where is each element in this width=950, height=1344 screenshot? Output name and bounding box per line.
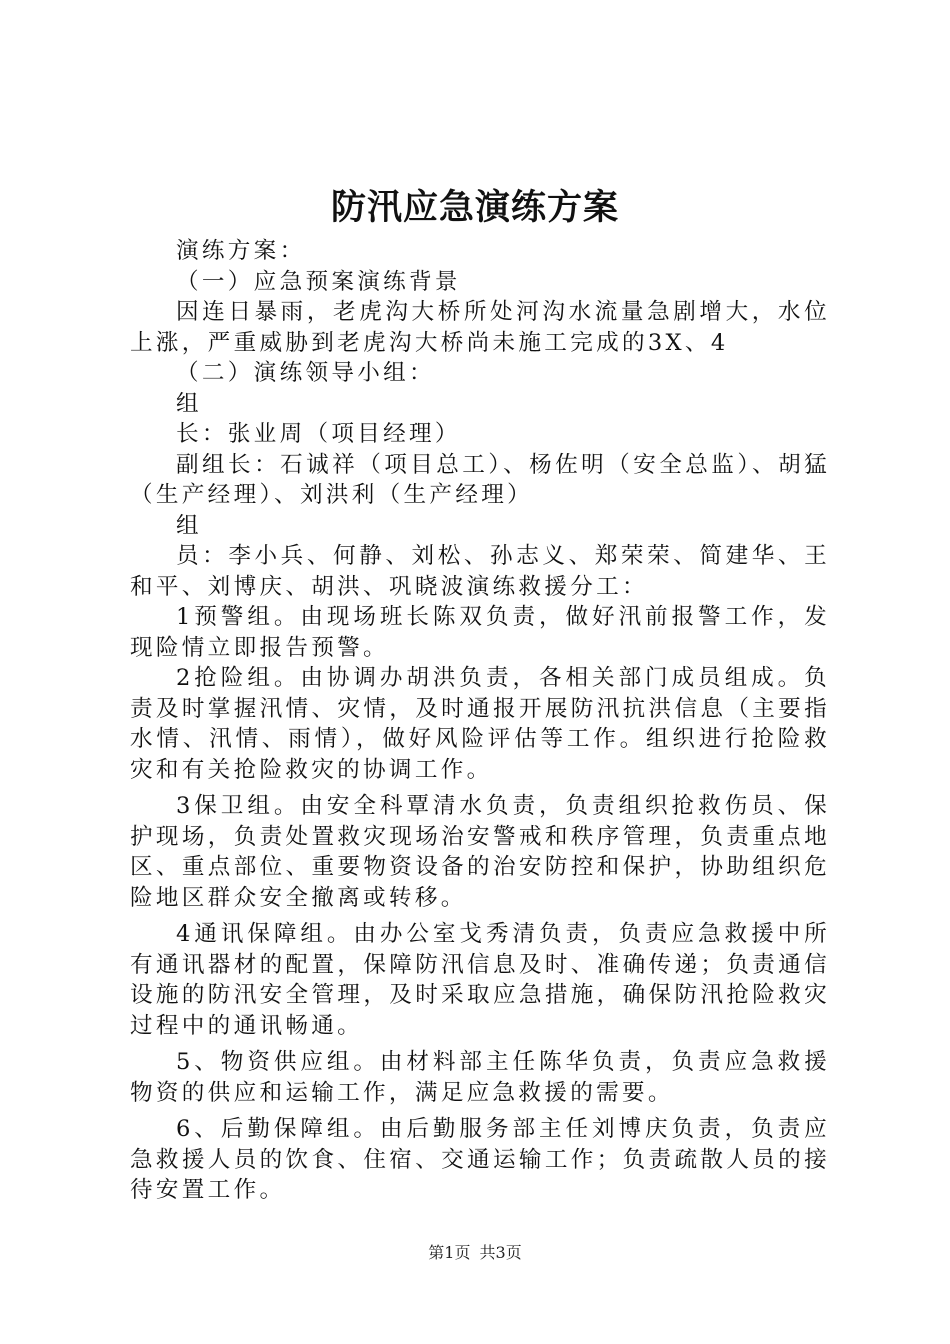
paragraph-logistics-group: 6、后勤保障组。由后勤服务部主任刘博庆负责，负责应急救援人员的饮食、住宿、交通运输工作；负责疏散人员的接待安置工作。 [130,1116,830,1203]
paragraph-warning-group: 1预警组。由现场班长陈双负责，做好汛前报警工作，发现险情立即报告预警。 [130,604,830,661]
paragraph-supply-group: 5、物资供应组。由材料部主任陈华负责，负责应急救援物资的供应和运输工作，满足应急救援的需要。 [130,1049,830,1106]
paragraph-section-1-heading: （一）应急预案演练背景 [176,268,461,295]
page-total: 共3页 [479,1243,522,1262]
paragraph-communication-group: 4通讯保障组。由办公室戈秀清负责，负责应急救援中所有通讯器材的配置，保障防汛信息及时、准确传递；负责通信设施的防汛安全管理，及时采取应急措施，确保防汛抢险救灾过程中的通讯畅通。 [130,921,830,1039]
page-number: 第1页 [428,1243,471,1262]
document-body [130,236,830,1206]
document-title: 防汛应急演练方案 [330,187,619,228]
paragraph-members-label: 组 [176,512,202,539]
paragraph-background: 因连日暴雨，老虎沟大桥所处河沟水流量急剧增大，水位上涨，严重威胁到老虎沟大桥尚未施工完成的3X、4 [130,299,830,356]
paragraph-leader-label: 组 [176,390,202,417]
paragraph-members: 员：李小兵、何静、刘松、孙志义、郑荣荣、简建华、王和平、刘博庆、胡洪、巩晓波演练救援分工： [130,543,830,600]
page-footer [0,1243,950,1263]
paragraph-section-2-heading: （二）演练领导小组： [176,360,435,386]
paragraph-rescue-group: 2抢险组。由协调办胡洪负责，各相关部门成员组成。负责及时掌握汛情、灾情，及时通报开展防汛抗洪信息（主要指水情、汛情、雨情），做好风险评估等工作。组织进行抢险救灾和有关抢险救灾的协调工作。 [130,665,830,783]
paragraph-leader: 长：张业周（项目经理） [176,421,461,447]
paragraph-deputy-leaders: 副组长：石诚祥（项目总工）、杨佐明（安全总监）、胡猛（生产经理）、刘洪利（生产经理） [130,451,830,508]
paragraph-security-group: 3保卫组。由安全科覃清水负责，负责组织抢救伤员、保护现场，负责处置救灾现场治安警戒和秩序管理，负责重点地区、重点部位、重要物资设备的治安防控和保护，协助组织危险地区群众安全撤离或转移。 [130,793,830,911]
paragraph-plan-heading: 演练方案： [176,238,306,264]
